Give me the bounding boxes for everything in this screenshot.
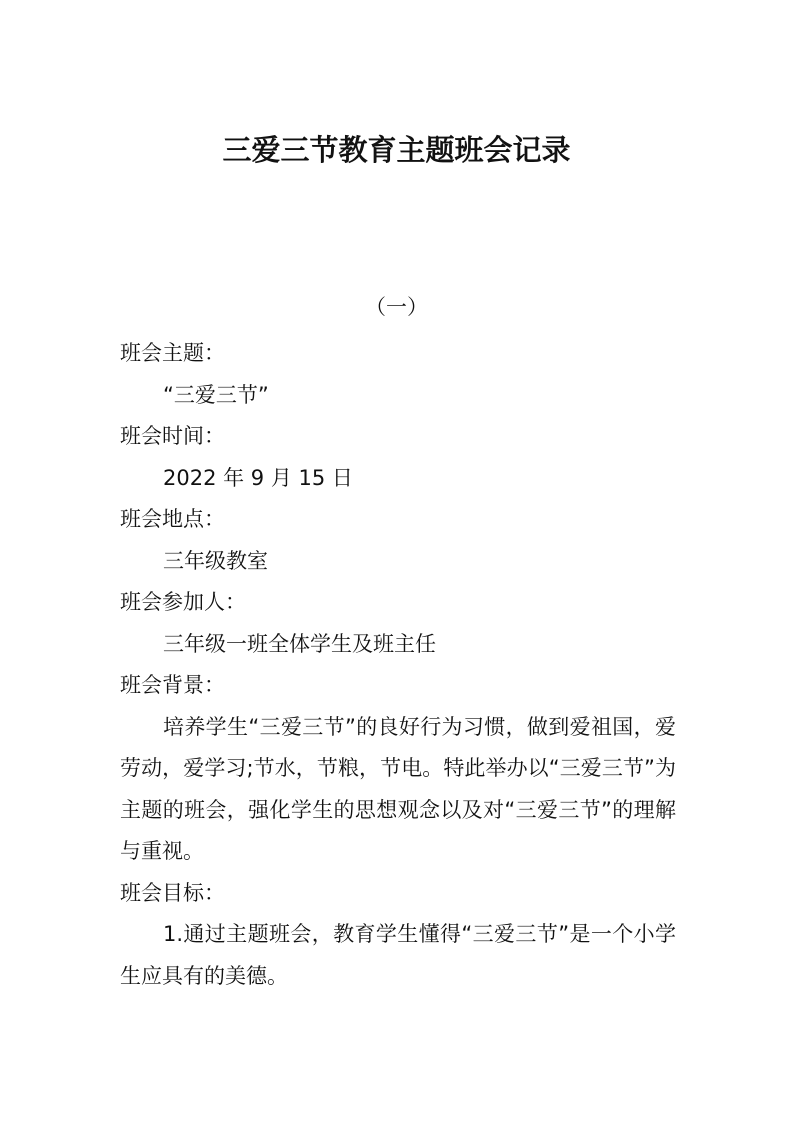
goals-label: 班会目标：	[120, 880, 225, 905]
theme-label: 班会主题：	[120, 341, 225, 365]
theme-value: “三爱三节”	[163, 382, 269, 407]
participants-value: 三年级一班全体学生及班主任	[163, 631, 436, 656]
time-label: 班会时间：	[120, 424, 225, 448]
place-value: 三年级教室	[163, 548, 268, 573]
background-paragraph: 培养学生“三爱三节”的良好行为习惯，做到爱祖国，爱劳动，爱学习;节水，节粮，节电。特此举办以“三爱三节”为主题的班会，强化学生的思想观念以及对“三爱三节”的理解与重视。	[120, 714, 676, 863]
section-number: （一）	[365, 295, 428, 319]
document-body	[120, 333, 676, 997]
goal-1-paragraph: 1.通过主题班会，教育学生懂得“三爱三节”是一个小学生应具有的美德。	[120, 922, 676, 988]
place-label: 班会地点：	[120, 507, 225, 531]
background-label: 班会背景：	[120, 673, 225, 697]
participants-label: 班会参加人：	[120, 590, 246, 614]
document-title: 三爱三节教育主题班会记录	[222, 133, 571, 167]
time-value: 2022 年 9 月 15 日	[163, 465, 353, 490]
